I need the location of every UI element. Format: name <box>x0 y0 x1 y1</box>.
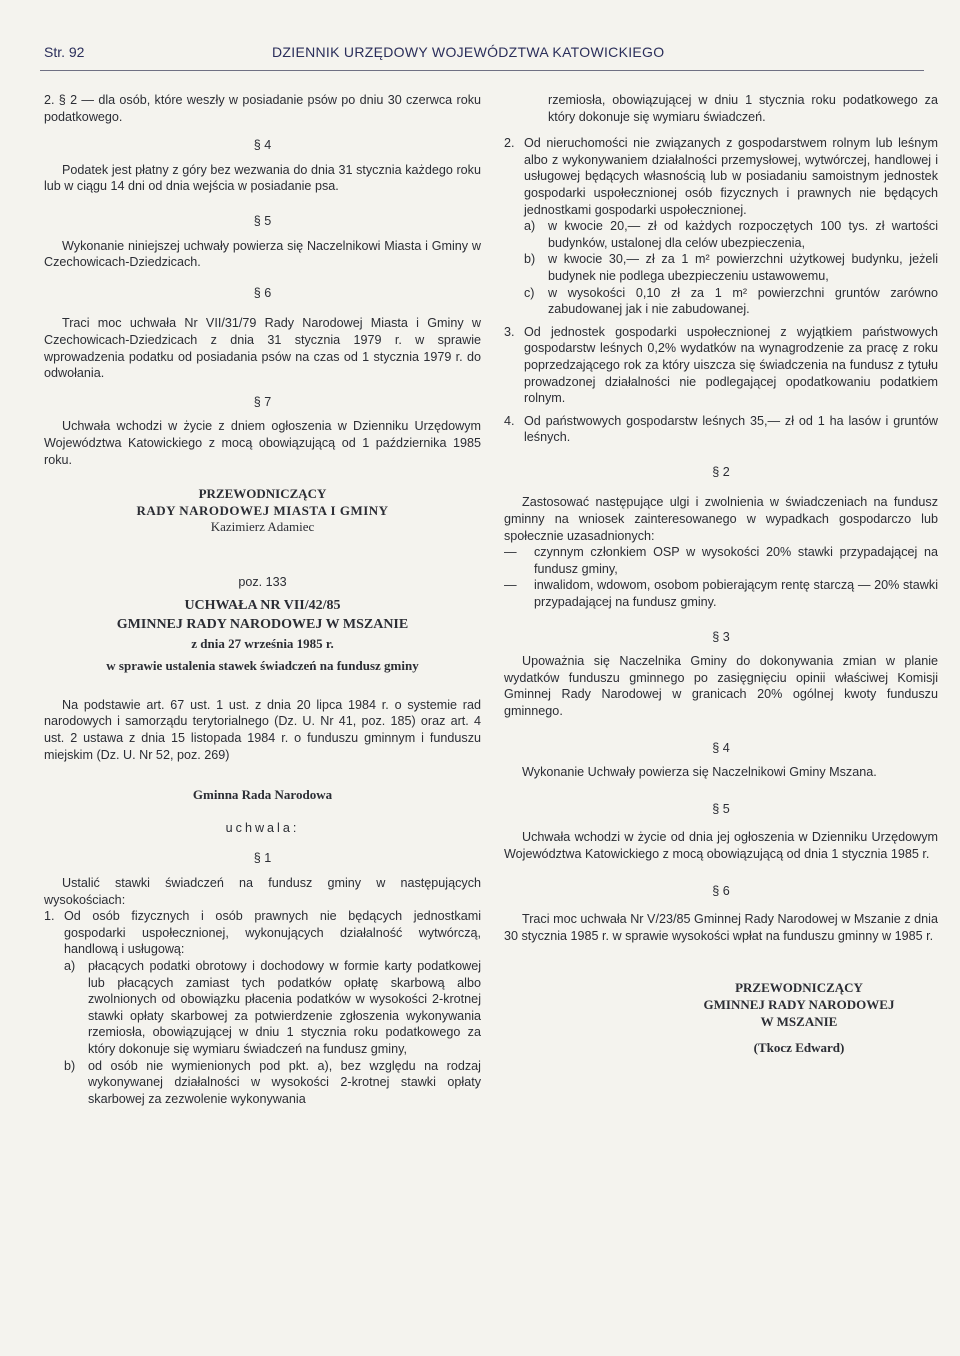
list-item: 2. Od nieruchomości nie związanych z gospodarstwem rolnym lub leśnym albo z wykonywaniem działalności przemysłowej, wytwórczej, handlowej i usługowej będących własnością lub w posiadaniu samoistnym jednostek gospodarki uspołecznionej osób fizycznych i prawnych nie będących jednostkami gospodarki uspołecznionej. <box>504 136 938 217</box>
section-heading: § 5 <box>712 801 730 816</box>
signature-title: PRZEWODNICZĄCY <box>198 486 327 502</box>
section-heading: § 5 <box>253 213 272 228</box>
sub-item: a) płacących podatki obrotowy i dochodowy w formie karty podatkowej lub płacących zamiast tych podatków opłatę skarbową albo zwolnionych od obowiązku płacenia podatków w wysokości 2-krotnej stawki opłaty skarbowej za potwierdzenie zgłoszenia wykonywania rzemiosła, obowiązującej w dniu 1 stycznia roku podatkowego za który dokonuje się wymiaru świadczeń na fundusz gminy, <box>64 958 481 1056</box>
paragraph: Upoważnia się Naczelnika Gminy do dokonywania zmian w planie wydatków funduszu gminnego po zasięgnięciu opinii właściwej Komisji Gminnej Rady Narodowej w granicach 20% ogólnej kwoty funduszu gminnego. <box>504 654 938 718</box>
section-heading: § 4 <box>253 138 272 153</box>
resolves-heading: uchwala: <box>225 820 300 835</box>
paragraph: Uchwała wchodzi w życie z dniem ogłoszenia w Dzienniku Urzędowym Województwa Katowickiego z mocą obowiązującą od 1 października 1985 roku. <box>44 419 481 467</box>
position-number: poz. 133 <box>238 574 287 589</box>
list-item: 4. Od państwowych gospodarstw leśnych 35,— zł od 1 ha lasów i gruntów leśnych. <box>504 413 938 445</box>
paragraph: Podatek jest płatny z góry bez wezwania do dnia 31 stycznia każdego roku lub w ciągu 14 dni od dnia wejścia w posiadanie psa. <box>44 162 481 194</box>
paragraph: Zastosować następujące ulgi i zwolnienia w świadczeniach na fundusz gminny na wniosek zainteresowanego w wypadkach gospodarczo lub społecznie uzasadnionych: <box>504 495 938 543</box>
resolution-subject: w sprawie ustalenia stawek świadczeń na fundusz gminy <box>106 658 419 674</box>
signature-block <box>664 980 934 1056</box>
section-heading: § 6 <box>712 883 730 898</box>
paragraph: Traci moc uchwała Nr V/23/85 Gminnej Rady Narodowej w Mszanie z dnia 30 stycznia 1985 r. w sprawie wysokości wpłat na funduszu gminny w 1985 r. <box>504 912 938 943</box>
signature-name: Kazimierz Adamiec <box>210 519 315 535</box>
section-heading: § 6 <box>253 285 272 300</box>
signature-body: RADY NARODOWEJ MIASTA I GMINY <box>136 502 389 518</box>
resolution-body: GMINNEJ RADY NARODOWEJ W MSZANIE <box>116 617 409 633</box>
section-heading: § 4 <box>712 740 730 755</box>
header-rule <box>40 70 924 71</box>
list-item: — czynnym członkiem OSP w wysokości 20% stawki przypadającej na fundusz gminy, <box>504 545 938 576</box>
journal-title: DZIENNIK URZĘDOWY WOJEWÓDZTWA KATOWICKIEGO <box>272 44 665 60</box>
resolution-title: UCHWAŁA NR VII/42/85 <box>184 598 341 614</box>
section-heading: § 7 <box>253 394 272 409</box>
resolution-date: z dnia 27 września 1985 r. <box>191 635 334 651</box>
sub-item: a) w kwocie 20,— zł od każdych rozpoczętych 100 tys. zł wartości budynków, ustalonej dla celów ubezpieczenia, <box>524 219 938 250</box>
council-name: Gminna Rada Narodowa <box>192 787 333 803</box>
paragraph: Wykonanie Uchwały powierza się Naczelnikowi Gminy Mszana. <box>522 765 877 780</box>
left-column <box>44 92 481 1107</box>
paragraph-continued: rzemiosła, obowiązującej w dniu 1 stycznia roku podatkowego za który dokonuje się wymiaru świadczeń. <box>548 93 938 124</box>
list-item: — inwalidom, wdowom, osobom pobierającym rentę starczą — 20% stawki przypadającej na fundusz gminy. <box>504 578 938 610</box>
page-header <box>44 44 924 64</box>
section-heading: § 2 <box>712 464 730 479</box>
list-item: 3. Od jednostek gospodarki uspołecznionej z wyjątkiem państwowych gospodarstw leśnych 0,2% wydatków na wynagrodzenie za pracę z roku poprzedzającego rok za który uiszcza się świadczenia na fundusz z tytułu prowadzonej działalności nie podlegającej opodatkowaniu podatkiem rolnym. <box>504 324 938 406</box>
paragraph-continued: 2. § 2 — dla osób, które weszły w posiadanie psów po dniu 30 czerwca roku podatkowego. <box>44 93 481 124</box>
sub-item: b) od osób nie wymienionych pod pkt. a), bez względu na rodzaj wykonywanej działalności w wysokości 2-krotnej stawki opłaty skarbowej za zezwolenie wykonywania <box>64 1058 481 1106</box>
signature-body: GMINNEJ RADY NARODOWEJ <box>703 996 895 1012</box>
paragraph: Ustalić stawki świadczeń na fundusz gminy w następujących wysokościach: <box>44 876 481 907</box>
signature-place: W MSZANIE <box>760 1013 838 1029</box>
sub-item: b) w kwocie 30,— zł za 1 m² powierzchni użytkowej budynku, jeżeli budynek nie podlega ubezpieczeniu ustawowemu, <box>524 252 938 283</box>
paragraph: Wykonanie niniejszej uchwały powierza się Naczelnikowi Miasta i Gminy w Czechowicach-Dziedzicach. <box>44 238 481 270</box>
list-item: 1. Od osób fizycznych i osób prawnych nie będących jednostkami gospodarki uspołecznionej, wykonujących działalność wytwórczą, handlową i usługową: <box>44 909 481 957</box>
paragraph: Uchwała wchodzi w życie od dnia jej ogłoszenia w Dzienniku Urzędowym Województwa Katowickiego z mocą obowiązującą od dnia 1 stycznia 1985 r. <box>504 830 938 861</box>
section-heading: § 1 <box>253 851 272 866</box>
signature-title: PRZEWODNICZĄCY <box>735 980 863 996</box>
sub-item: c) w wysokości 0,10 zł za 1 m² powierzchni gruntów zarówno zabudowanej jak i nie zabudowanej. <box>524 285 938 317</box>
right-column <box>504 92 938 1057</box>
section-heading: § 3 <box>712 629 730 644</box>
paragraph: Traci moc uchwała Nr VII/31/79 Rady Narodowej Miasta i Gminy w Czechowicach-Dziedzicach z dnia 31 stycznia 1979 r. w sprawie wprowadzenia podatku od posiadania psów na czas od 1 stycznia 1979 r. do odwołania. <box>44 316 481 381</box>
signature-name: (Tkocz Edward) <box>753 1040 845 1056</box>
legal-basis: Na podstawie art. 67 ust. 1 ust. z dnia 20 lipca 1984 r. o systemie rad narodowych i samorządu terytorialnego (Dz. U. Nr 41, poz. 185) oraz art. 4 ust. 2 ustawa z dnia 15 listopada 1984 r. o funduszu gminnym i funduszu miejskim (Dz. U. Nr 52, poz. 269) <box>44 697 481 762</box>
page-number: Str. 92 <box>44 44 85 60</box>
